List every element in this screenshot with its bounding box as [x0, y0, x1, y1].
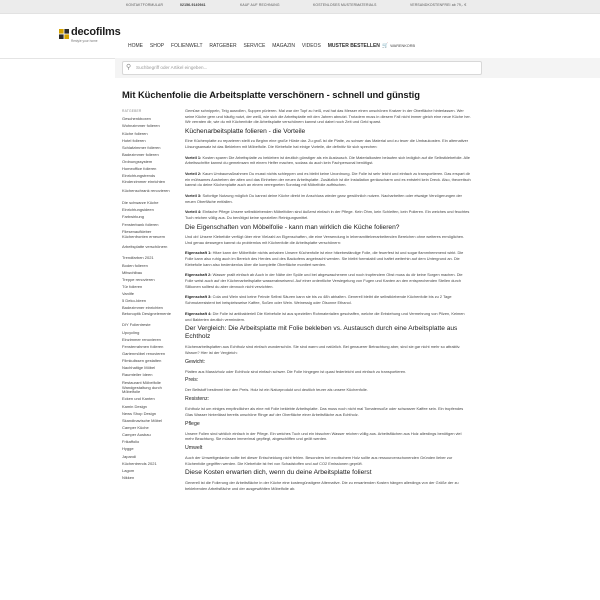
- search-input[interactable]: [136, 63, 466, 72]
- vorteil-1: [185, 155, 471, 166]
- page-title: Mit Küchenfolie die Arbeitsplatte verschönern - schnell und günstig: [122, 89, 420, 100]
- sidebar-item[interactable]: Hotel folieren: [122, 137, 146, 143]
- paragraph-vergleich: Küchenarbeitsplatten aus Echtholz sind einfach wunderschön. Sie sind warm und natürlich. Bei genauerer Betrachtung aber, sind sie gar nicht mehr so attraktiv. Warum? Hier ist der Vergleich:: [185, 344, 461, 355]
- sidebar-item[interactable]: Boden folieren: [122, 262, 148, 268]
- sidebar-heading: RATGEBER: [122, 109, 142, 113]
- sidebar-item[interactable]: Skandinavische Möbel: [122, 417, 163, 423]
- shopping-bag-icon: 🛒: [382, 43, 389, 49]
- sidebar-item[interactable]: Homeoffice folieren: [122, 166, 157, 172]
- vorteil-2-text: Kaum Umbaumaßnahmen Du musst nichts schleppen und es bleibt keine Unordnung. Die Folie ist sehr leicht und einfach zu transportieren. Das erspart dir ein mühsames Ausheben der alten und das Einheben der neuen Arbeitsplatte. Zusätzlich ist die Installation geräuscharm und es entsteht kein Dreck. Also, theoretisch kannst du deine Küchenplatte auch an einem verregneten Sonntag mit Möbelfolie auffrischen.: [185, 170, 471, 188]
- logo[interactable]: [59, 27, 119, 55]
- sidebar-item[interactable]: Schlafzimmer folieren: [122, 144, 161, 150]
- sidebar-item[interactable]: Camper Küche: [122, 425, 149, 430]
- sidebar-item[interactable]: Ecken und Kanten: [122, 396, 155, 402]
- subheading-umwelt: Umwelt: [185, 444, 203, 451]
- eigenschaft-4-label: Eigenschaft 4:: [185, 310, 212, 316]
- section-heading-vergleich: Der Vergleich: Die Arbeitsplatte mit Folie bekleben vs. Austausch durch eine Arbeitsplatte aus Echtholz: [185, 325, 458, 341]
- sidebar-item[interactable]: Geschenkboxen: [122, 116, 151, 122]
- nav-service[interactable]: SERVICE: [243, 43, 266, 49]
- cart-label: WARENKORB: [390, 44, 415, 48]
- sidebar-item[interactable]: 5 Deko-Ideen: [122, 298, 147, 304]
- sidebar-item[interactable]: Farbwirkung: [122, 214, 145, 220]
- sidebar-item[interactable]: Raumteiler Ideen: [122, 372, 153, 378]
- paragraph-umwelt: Auch der Umweltgedanke sollte bei dieser Entscheidung nicht fehlen. Besonders bei exotischem Holz sollte aus ressourcenschonenden Gründen lieber zur Küchenfolie gegriffen werden. Die Klebefolie ist frei von Schadstoffen und auf CO2 Emissionen geprüft.: [185, 454, 453, 466]
- article-body: [185, 108, 471, 492]
- eigenschaft-2-label: Eigenschaft 2:: [185, 272, 212, 278]
- eigenschaft-4: [185, 311, 471, 322]
- vorteil-4-label: Vorteil 4:: [185, 209, 202, 215]
- section-heading-eigenschaften: Die Eigenschaften von Möbelfolie - kann man wirklich die Küche folieren?: [185, 223, 400, 231]
- topbar-phone[interactable]: 02156-9140941: [180, 3, 206, 7]
- sidebar-item[interactable]: Tür folieren: [122, 284, 143, 290]
- eigenschaft-3-label: Eigenschaft 3:: [185, 294, 212, 300]
- sidebar-item[interactable]: Lagom: [122, 467, 135, 473]
- eigenschaft-1-label: Eigenschaft 1:: [185, 250, 212, 256]
- sidebar-item[interactable]: Die schwarze Küche: [122, 200, 159, 206]
- sidebar-item[interactable]: Treppe renovieren: [122, 276, 155, 282]
- subheading-preis: Preis:: [185, 377, 199, 384]
- sidebar-item[interactable]: Wandgestaltung durch Möbelfolie: [122, 385, 162, 395]
- paragraph-preis: Der Beltstoff bestimmt hier den Preis. Holz ist ein Naturprodukt und deutlich teurer als unsere Küchenfolie.: [185, 387, 368, 393]
- eigenschaft-4-text: Die Folie ist antibakteriell Die Klebefolie ist aus speziellen Rohmaterialien geschaffen, welche die Entstehung und Vermehrung von Pilzen, Keimen und Bakterien deutlich vermindern.: [185, 310, 465, 322]
- subheading-gewicht: Gewicht:: [185, 358, 206, 365]
- sidebar-item[interactable]: Arbeitsplatte verschönern: [122, 244, 168, 249]
- logo-tagline: Restyle your home: [71, 39, 98, 43]
- eigenschaft-1-text: Hitze kann der Möbelfolie nichts anhaben Unsere Küchenfolie ist eine hitzebeständige Folie, die feuerfest ist und sogar flammhemmend wirkt. Die Folie kann also ruhig auch im Bereich des Herdes und des Backofens angebracht werden. Sie bleibt formstabil und haftet weiterhin auf dem Untergrund an. Die Klebefolie kann also bedenkenlos über die komplette Oberfläche montiert werden.: [185, 250, 464, 267]
- vorteil-3-text: Sofortige Nutzung möglich Du kannst deine Küche direkt im Anschluss wieder ganz gewöhnlich nutzen. Nacharbeiten oder etwaige Verzögerungen der neuen Oberfläche entfallen.: [185, 193, 462, 204]
- sidebar-item[interactable]: Küche folieren: [122, 130, 148, 136]
- topbar-contact-link[interactable]: KONTAKTFORMULAR: [126, 3, 164, 7]
- eigenschaft-2-text: Wasser prallt einfach ab Auch in der Nähe der Spüle und bei abgewaschenem und noch tropfendem Obst muss du dir keine Sorgen machen. Die Folie weist auch auf der Küchenarbeitsplatte wasserabweisend. Auf einer ordentliche Versiegelung von Fugen und Kanten an den entsprechenden Stellen durch Silikonen solltest du aber dennoch nicht verzichten.: [185, 272, 463, 289]
- sidebar-item[interactable]: Einzimmer renovieren: [122, 336, 161, 342]
- vorteil-4-text: Einfache Pflege Unsere selbstklebenden Möbelfolien sind äußerst einfach in der Pflege. Kein Öhm, kein Schleifen, kein Polieren. Ein weiches und feuchtes Tuch reichen völlig aus. Du benötigst keine speziellen Reinigungsmittel.: [185, 209, 470, 221]
- nav-home[interactable]: HOME: [128, 43, 143, 49]
- sidebar-item[interactable]: DIY Folientreste: [122, 322, 151, 328]
- sidebar-item[interactable]: Frikaffolio: [122, 439, 140, 445]
- search-icon[interactable]: ⚲: [126, 64, 132, 71]
- paragraph-vorteile: Eine Küchenplatte zu reparieren stellt zu Beginn eine große Hürde dar. Zu groß ist die Platte, zu schwer das Material und zu teuer die Umbaukosten. Ein alternativer Lösungsansatz ist das Bekleben mit Möbelfolie. Die Klebefolie hat einige Vorteile, die definitiv für sich sprechen:: [185, 138, 469, 149]
- cart-link[interactable]: [382, 43, 415, 49]
- main-nav: [128, 43, 385, 49]
- sidebar-item[interactable]: Upcycling: [122, 329, 140, 335]
- nav-magazin[interactable]: MAGAZIN: [272, 43, 295, 49]
- sidebar-item[interactable]: Hygge: [122, 446, 134, 452]
- sidebar-item[interactable]: Restaurant Möbelfolie: [122, 379, 161, 385]
- vorteil-1-label: Vorteil 1:: [185, 154, 202, 160]
- paragraph-pflege: Unsere Folien sind wirklich einfach in der Pflege. Ein weiches Tuch und ein bisschen Wasser reichen völlig aus. Arbeitsflächen aus Holz allerdings benötigen viel mehr Beachtung. Sie müssen immer/mal gepflegt, abgeschliffen und geölt werden.: [185, 430, 462, 442]
- nav-videos[interactable]: VIDEOS: [301, 43, 321, 49]
- sidebar-item[interactable]: Filmkulissen gestalten: [122, 358, 162, 364]
- vorteil-3: [185, 193, 471, 204]
- sidebar-item[interactable]: Fensterrahmen folieren: [122, 343, 164, 349]
- sidebar-item[interactable]: Küchentrends 2021: [122, 460, 157, 466]
- paragraph-resistenz: Echtholz ist um einiges empfindlicher als eine mit Folie beklebte Arbeitsplatte. Das muss noch nicht mal Tomatensoße oder schwarzer Kaffee sein. Ein tropfendes Glas Wasser hinterlässt bereits unschöne Ringe auf der Oberfläche einer Arbeitsfläche aus Echtholz.: [185, 406, 464, 417]
- sidebar-item[interactable]: Ordnungssystem: [122, 159, 153, 165]
- sidebar-item[interactable]: Badezimmer folieren: [122, 152, 159, 157]
- paragraph-kosten: Generell ist die Folierung der Arbeitsfläche in der Küche eine kostengünstigere Alternative. Die zu erwartenden Kosten hängen allerdings von der Größe der zu beklebenden Arbeitsfläche und der ausgewählten Möbelfolie ab.: [185, 480, 459, 492]
- sidebar-item[interactable]: Betonoptik Designelemente: [122, 311, 171, 316]
- sidebar: [122, 109, 180, 481]
- paragraph-eigenschaften: Und ob! Unsere Klebefolie verfügt über eine Vielzahl an Eigenschaften, die eine Verwendung in lebensmittelverarbeitenden Bereichen ohne weiteres ermöglichen. Und genau deswegen kannst du problemlos mit Küchenfolie die Arbeitsplatte verschönern:: [185, 233, 465, 245]
- topbar-free-shipping: VERSANDKOSTENFREI ab 79,- €: [410, 3, 467, 7]
- sidebar-item[interactable]: Küchenschrank renovieren: [122, 189, 170, 194]
- section-heading-kosten: Diese Kosten erwarten dich, wenn du deine Arbeitsplatte folierst: [185, 469, 372, 477]
- sidebar-item[interactable]: Nikken: [122, 474, 135, 480]
- sidebar-item[interactable]: Einrichtungstrends: [122, 173, 156, 179]
- search-box[interactable]: [122, 61, 482, 75]
- sidebar-item[interactable]: Kinderzimmer einrichten: [122, 179, 166, 184]
- sidebar-item[interactable]: Kamin Design: [122, 403, 147, 409]
- topbar-invoice: KAUF AUF RECHNUNG: [240, 3, 280, 7]
- eigenschaft-3: [185, 294, 471, 305]
- sidebar-item[interactable]: Vanlife: [122, 291, 134, 297]
- logo-mark-icon: [59, 29, 69, 39]
- top-info-bar: [0, 0, 600, 14]
- vorteil-3-label: Vorteil 3:: [185, 193, 202, 199]
- sidebar-item[interactable]: Nachhaltige Möbel: [122, 365, 156, 371]
- sidebar-item[interactable]: Camper Ausbau: [122, 432, 151, 438]
- sidebar-item[interactable]: Japandi: [122, 453, 137, 459]
- sidebar-item[interactable]: Fliesenaufkleber: [122, 228, 152, 234]
- sidebar-item[interactable]: Trendfarben 2021: [122, 255, 154, 261]
- section-heading-vorteile: Küchenarbeitsplatte folieren - die Vorteile: [185, 128, 306, 136]
- subheading-resistenz: Resistenz:: [185, 396, 210, 403]
- vorteil-2-label: Vorteil 2:: [185, 170, 202, 176]
- sidebar-item[interactable]: Wohnzimmer folieren: [122, 123, 160, 129]
- sidebar-item[interactable]: Fensterbank folieren: [122, 221, 159, 227]
- sidebar-item[interactable]: News Shop Design: [122, 410, 157, 416]
- paragraph-gewicht: Platten aus Massivholz oder Echtholz sind einfach schwer. Die Folie hingegen ist quasi federleicht und einfach zu transportieren.: [185, 368, 407, 374]
- nav-muster-bestellen[interactable]: MUSTER BESTELLEN: [327, 43, 380, 49]
- article-intro: Gemüse schnippeln, Teig ausrollen, Suppen pürieren. Mal war der Topf zu heiß, mal hat das Messer einen unschönen Kratzer in der Oberfläche hinterlassen. Wer seine Küche gern und häufig nutzt, der weiß, wie sich die Arbeitsplatte mit den Jahren abnutzt. Trotzdem muss in diesem Fall nicht immer gleich eine neue Küche her. Wir verraten dir, wie du mit Küchenfolie die Arbeitsplatte verschönern kannst und dabei noch Zeit und Geld sparst.: [185, 108, 471, 125]
- logo-text: decofilms: [71, 26, 121, 38]
- nav-shop[interactable]: SHOP: [149, 43, 165, 49]
- eigenschaft-3-text: Cola und Wein sind keine Feinde Selbst Säuren kann sie bis zu 48h abhalten. Generell bleibt die selbstklebende Küchenfolie bis zu 2 Tage Schmutzresistent bei beispielsweise Kaffee, Soßen oder Wein. Weinessig oder Ölsonne Ethanol.: [185, 294, 452, 306]
- sidebar-item[interactable]: Einrichtungsideen: [122, 207, 154, 213]
- eigenschaft-2: [185, 272, 471, 289]
- sidebar-item[interactable]: Gartenmöbel renovieren: [122, 350, 166, 356]
- vorteil-4: [185, 209, 471, 220]
- sidebar-item[interactable]: Mitwohlbau: [122, 269, 143, 275]
- sidebar-item[interactable]: Küchenfronten erneuern: [122, 234, 166, 239]
- vorteil-1-text: Kosten sparen Die Arbeitsplatte zu bekleben ist deutlich günstiger als ein Austausch. Die Materialkosten belaufen sich lediglich auf die Selbstklebefolie. Alle Arbeitsschritte kannst du gemeinsam mit einem Helfer machen, sodass du auch kein Fachpersonal benötigst.: [185, 154, 470, 166]
- nav-ratgeber[interactable]: RATGEBER: [209, 43, 237, 49]
- subheading-pflege: Pflege: [185, 420, 200, 427]
- eigenschaft-1: [185, 250, 471, 267]
- sidebar-item[interactable]: Badezimmer einrichten: [122, 305, 163, 311]
- nav-folienwelt[interactable]: FOLIENWELT: [170, 43, 203, 49]
- vorteil-2: [185, 171, 471, 188]
- topbar-samples: KOSTENLOSES MUSTERMATERIALS: [313, 3, 377, 7]
- sidebar-list: [122, 115, 180, 481]
